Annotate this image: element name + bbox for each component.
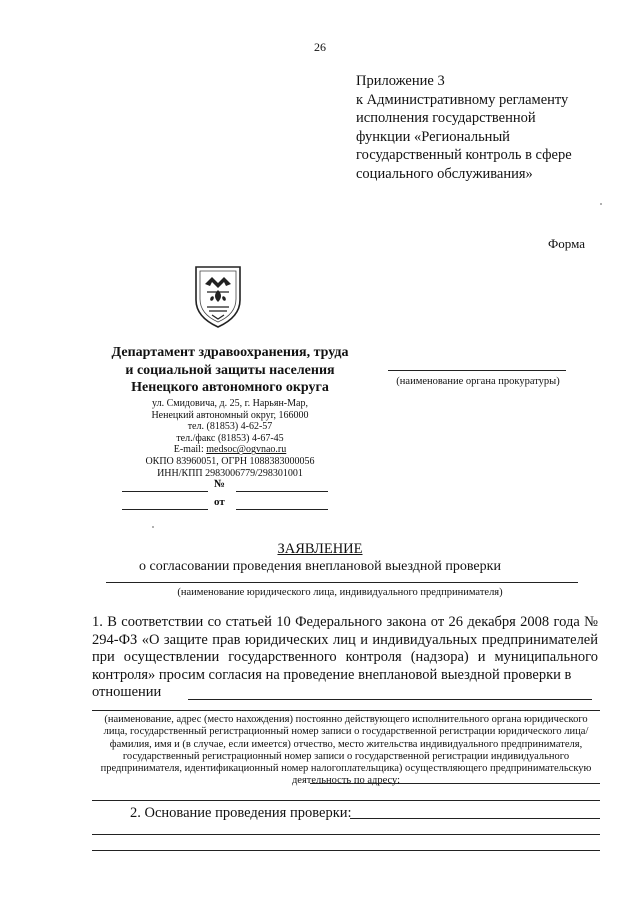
appendix-line: государственный контроль в сфере: [356, 147, 572, 163]
inspection-target-field[interactable]: [188, 699, 592, 700]
address-line: ул. Смидовича, д. 25, г. Нарьян-Мар,: [152, 398, 308, 409]
address-line: Ненецкий автономный округ, 166000: [151, 409, 309, 421]
statement-title-text: ЗАЯВЛЕНИЕ: [277, 541, 363, 557]
appendix-header: [356, 72, 616, 183]
department-name-line: Департамент здравоохранения, труда: [111, 345, 349, 360]
date-label: от: [214, 496, 225, 508]
coat-of-arms-icon: [192, 264, 244, 330]
appendix-line: социального обслуживания»: [356, 165, 533, 182]
outgoing-number-blank[interactable]: [236, 491, 328, 492]
outgoing-number-prefix-blank[interactable]: [122, 491, 208, 492]
department-name: [80, 344, 380, 397]
inspection-grounds-field[interactable]: [350, 818, 600, 819]
scan-speck: [600, 203, 602, 205]
outgoing-date-blank[interactable]: [236, 509, 328, 510]
paragraph-1-last-word: отношении: [92, 684, 162, 701]
inn-line: ИНН/КПП 2983006779/298301001: [157, 467, 303, 479]
outgoing-date-prefix-blank[interactable]: [122, 509, 208, 510]
email-label: E-mail:: [173, 444, 207, 456]
phone-line: тел. (81853) 4-62-57: [187, 421, 273, 433]
entity-name-field[interactable]: [106, 582, 578, 583]
okpo-line: ОКПО 83960051, ОГРН 1088383000056: [145, 455, 315, 467]
form-label: Форма: [548, 236, 585, 251]
paragraph-1-body: 1. В соответствии со статьей 10 Федерального закона от 26 декабря 2008 года № 294-ФЗ «О защите прав юридических лиц и индивидуальных предпринимателей при осуществлении государственного контроля (надзора) и муниципального контроля» просим согласия на проведение внеплановой выездной проверки в: [92, 614, 598, 683]
statement-title: [0, 541, 640, 558]
business-address-field-2[interactable]: [92, 800, 600, 801]
entity-caption: (наименование юридического лица, индивидуального предпринимателя): [177, 587, 503, 598]
department-name-line: и социальной защиты населения: [125, 362, 335, 378]
department-name-line: Ненецкого автономного округа: [131, 380, 329, 395]
statement-subtitle: о согласовании проведения внеплановой выездной проверки: [139, 559, 501, 574]
scan-speck: [152, 526, 154, 528]
fax-line: тел./факс (81853) 4-67-45: [176, 432, 284, 444]
department-address: [110, 398, 350, 479]
page-number: 26: [314, 40, 326, 54]
paragraph-2-label: 2. Основание проведения проверки:: [130, 805, 352, 821]
email-line: [110, 444, 350, 456]
appendix-line: функции «Региональный: [356, 128, 510, 145]
inspection-grounds-field-3[interactable]: [92, 850, 600, 851]
inspection-target-field-2[interactable]: [92, 710, 600, 711]
business-address-field[interactable]: [310, 783, 600, 784]
appendix-line: Приложение 3: [356, 73, 445, 89]
appendix-line: к Административному регламенту: [356, 91, 569, 108]
prosecutor-caption: (наименование органа прокуратуры): [396, 376, 560, 387]
paragraph-1-caption: (наименование, адрес (место нахождения) постоянно действующего исполнительного органа юридического лица, государственный регистрационный номер записи о государственной регистрации юридического лица/фамилия, имя и (в случае, если имеется) отчество, место жительства индивидуального предпринимателя, государственный регистрационный номер записи о государственной регистрации индивидуального предпринимателя, идентификационный номер налогоплательщика) осуществляющего предпринимательскую деятельность по адресу:: [100, 714, 592, 787]
number-label: №: [214, 478, 226, 490]
inspection-grounds-field-2[interactable]: [92, 834, 600, 835]
prosecutor-field[interactable]: [388, 370, 566, 371]
email-link[interactable]: medsoc@ogvnao.ru: [206, 444, 287, 456]
appendix-line: исполнения государственной: [356, 110, 536, 126]
